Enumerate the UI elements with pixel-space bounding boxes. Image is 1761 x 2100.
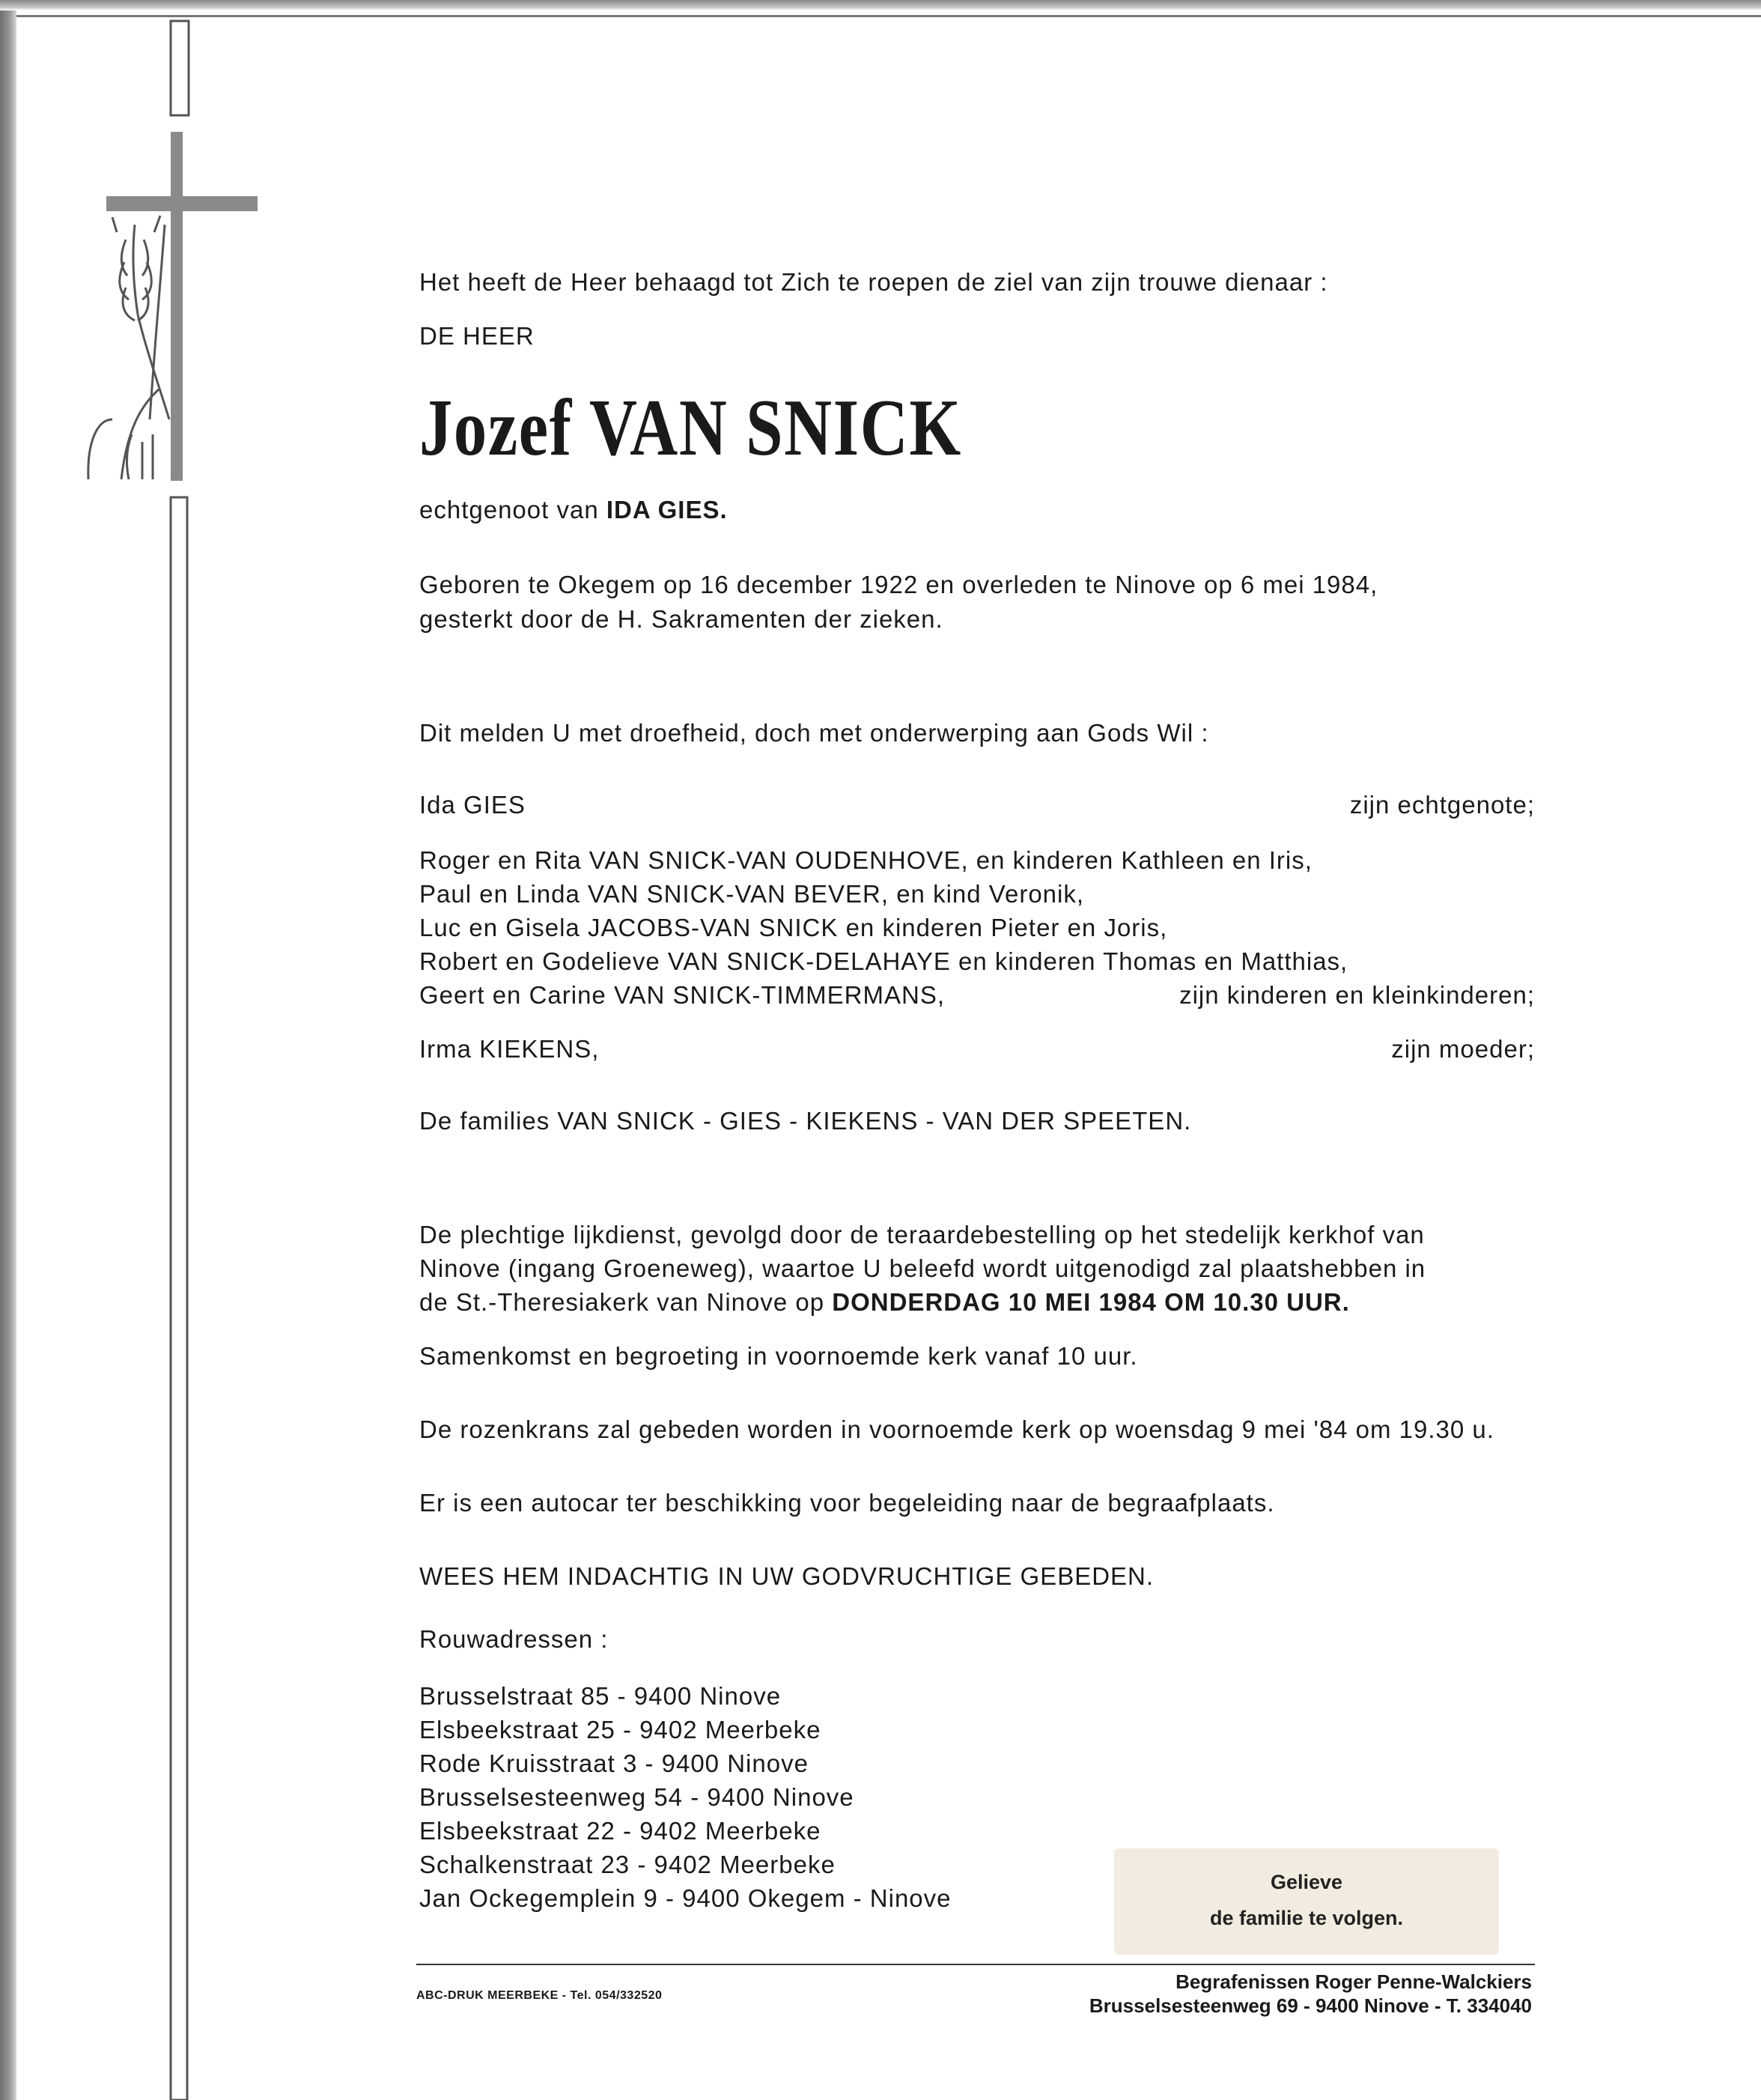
widow-relation: zijn echtgenote; (1349, 791, 1535, 819)
address-line: Brusselstraat 85 - 9400 Ninove (419, 1682, 782, 1710)
child-line: Luc en Gisela JACOBS-VAN SNICK en kinderen Pieter en Joris, (419, 914, 1168, 941)
address-line: Elsbeekstraat 22 - 9402 Meerbeke (419, 1817, 821, 1845)
address-line: Elsbeekstraat 25 - 9402 Meerbeke (419, 1716, 821, 1744)
title-text: DE HEER (419, 322, 535, 350)
address-line: Jan Ockegemplein 9 - 9400 Okegem - Ninove (419, 1884, 952, 1912)
child-line: Paul en Linda VAN SNICK-VAN BEVER, en kind Veronik, (419, 880, 1085, 908)
children-relation: zijn kinderen en kleinkinderen; (1179, 981, 1535, 1009)
footer-divider (416, 1964, 1535, 1965)
mother-row (419, 1035, 1535, 1063)
service-date: DONDERDAG 10 MEI 1984 OM 10.30 UUR. (832, 1288, 1350, 1316)
bus-line: Er is een autocar ter beschikking voor begeleiding naar de begraafplaats. (419, 1489, 1275, 1517)
widow-row (419, 791, 1535, 819)
widow-name: Ida GIES (419, 791, 526, 819)
follow-family-notice (1114, 1848, 1499, 1955)
addresses-title: Rouwadressen : (419, 1625, 609, 1653)
deceased-name: Jozef VAN SNICK (419, 383, 962, 473)
mother-relation: zijn moeder; (1391, 1035, 1535, 1063)
service-line-2: Ninove (ingang Groeneweg), waartoe U beleefd wordt uitgenodigd zal plaatshebben in (419, 1254, 1426, 1282)
cross-with-wheat-icon (0, 0, 270, 2100)
prayer-line: WEES HEM INDACHTIG IN UW GODVRUCHTIGE GEBEDEN. (419, 1562, 1155, 1590)
child-line: Robert en Godelieve VAN SNICK-DELAHAYE en kinderen Thomas en Matthias, (419, 947, 1348, 975)
intro-text: Het heeft de Heer behaagd tot Zich te roepen de ziel van zijn trouwe dienaar : (419, 268, 1328, 296)
rosary-line: De rozenkrans zal gebeden worden in voornoemde kerk op woensdag 9 mei '84 om 19.30 u. (419, 1415, 1494, 1443)
spouse-line (419, 496, 728, 524)
undertaker-line-1: Begrafenissen Roger Penne-Walckiers (1175, 1970, 1532, 1993)
address-line: Schalkenstraat 23 - 9402 Meerbeke (419, 1851, 836, 1878)
child-line: Geert en Carine VAN SNICK-TIMMERMANS, (419, 981, 946, 1009)
undertaker-line-2: Brusselsesteenweg 69 - 9400 Ninove - T. 334040 (1089, 1994, 1532, 2017)
child-line: Roger en Rita VAN SNICK-VAN OUDENHOVE, en kinderen Kathleen en Iris, (419, 846, 1313, 874)
service-line-1: De plechtige lijkdienst, gevolgd door de teraardebestelling op het stedelijk kerkhof van (419, 1221, 1425, 1248)
address-line: Rode Kruisstraat 3 - 9400 Ninove (419, 1750, 809, 1777)
service-line-3-prefix: de St.-Theresiakerk van Ninove op (419, 1288, 825, 1316)
spouse-name: IDA GIES. (606, 496, 728, 524)
families-line: De families VAN SNICK - GIES - KIEKENS - VAN DER SPEETEN. (419, 1107, 1192, 1135)
notice-line-2: de familie te volgen. (1209, 1907, 1404, 1929)
undertaker-credit (1089, 1970, 1532, 2018)
address-line: Brusselsesteenweg 54 - 9400 Ninove (419, 1783, 854, 1811)
notice-line-1: Gelieve (1270, 1871, 1343, 1893)
birth-line-2: gesterkt door de H. Sakramenten der zieken. (419, 605, 943, 633)
child-last-row (419, 981, 1535, 1010)
printer-credit: ABC-DRUK MEERBEKE - Tel. 054/332520 (416, 1989, 663, 2002)
birth-line-1: Geboren te Okegem op 16 december 1922 en overleden te Ninove op 6 mei 1984, (419, 571, 1378, 598)
announcement: Dit melden U met droefheid, doch met onderwerping aan Gods Wil : (419, 719, 1209, 747)
top-border-line (16, 15, 1761, 17)
spouse-prefix: echtgenoot van (419, 496, 599, 524)
gathering-line: Samenkomst en begroeting in voornoemde kerk vanaf 10 uur. (419, 1342, 1138, 1370)
service-line-3 (419, 1288, 1350, 1317)
mother-name: Irma KIEKENS, (419, 1035, 600, 1063)
